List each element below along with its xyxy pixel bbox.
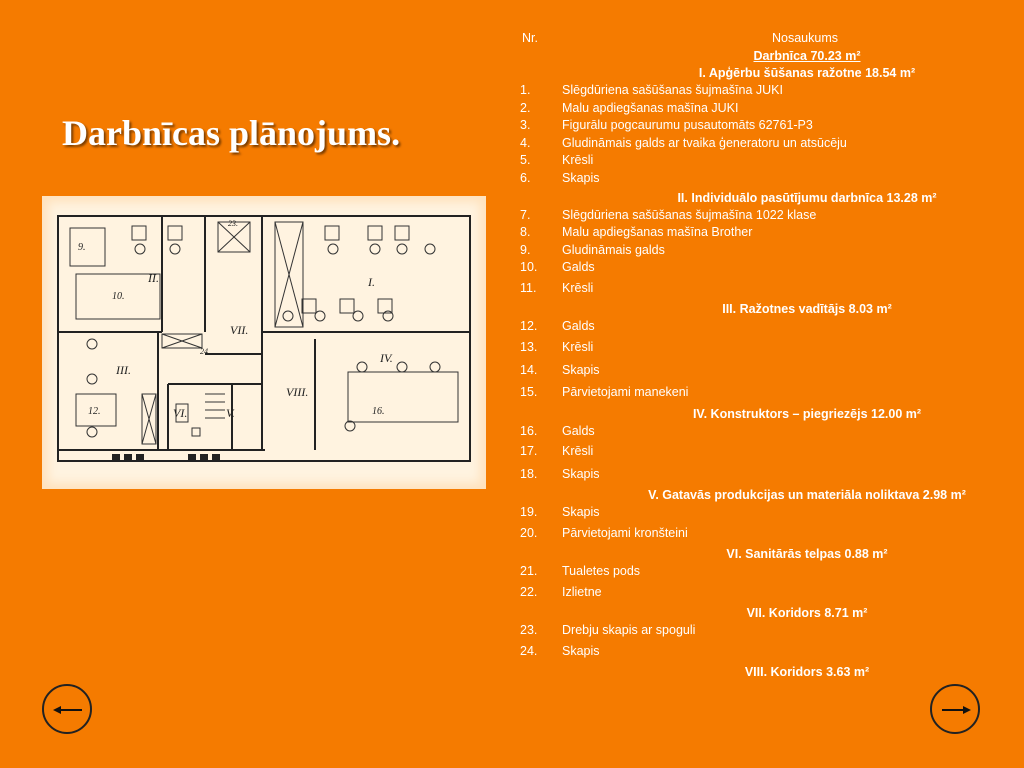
item-name: Galds — [562, 423, 595, 438]
slide-title: Darbnīcas plānojums. — [62, 113, 401, 153]
outer-wall — [58, 216, 470, 461]
plan-label-23: 23. — [228, 219, 238, 228]
sections-container — [512, 65, 1012, 681]
ironing-board-9 — [70, 228, 105, 266]
arrow-left-icon — [53, 701, 83, 719]
list-item — [512, 581, 1012, 604]
item-name: Pārvietojami manekeni — [562, 385, 689, 400]
item-name: Skapis — [562, 505, 600, 520]
list-item — [512, 318, 1012, 336]
section-heading: VII. Koridors 8.71 m² — [746, 606, 868, 621]
table-16 — [348, 372, 458, 422]
plan-label-9: 9. — [78, 242, 86, 253]
list-item — [512, 423, 1012, 441]
item-name: Krēsli — [562, 280, 594, 295]
list-item — [512, 463, 1012, 486]
item-name: Malu apdiegšanas mašīna JUKI — [562, 100, 739, 115]
plan-label-24: 24. — [200, 347, 210, 356]
list-item — [512, 277, 1012, 300]
list-item — [512, 242, 1012, 260]
column-nr: Nr. — [522, 31, 538, 45]
list-item — [512, 207, 1012, 225]
section-heading: I. Apģērbu šūšanas ražotne 18.54 m² — [698, 66, 916, 80]
list-header — [512, 30, 1012, 48]
item-name: Galds — [562, 319, 595, 334]
list-item — [512, 563, 1012, 581]
item-name: Izlietne — [562, 584, 602, 599]
floor-plan-image — [42, 196, 486, 489]
item-name: Slēgdūriena sašūšanas šujmašīna JUKI — [562, 83, 783, 97]
item-name: Krēsli — [562, 153, 594, 168]
plan-label-12: 12. — [88, 406, 101, 417]
plan-label-room-I: I. — [368, 275, 375, 289]
item-number: 8. — [520, 225, 531, 240]
item-name: Drebju skapis ar spoguli — [562, 623, 696, 638]
item-number: 12. — [520, 319, 538, 334]
item-number: 23. — [520, 623, 538, 638]
list-item — [512, 117, 1012, 135]
item-number: 1. — [520, 83, 531, 97]
item-name: Figurālu pogcaurumu pusautomāts 62761-P3 — [562, 118, 813, 133]
plan-label-10: 10. — [112, 291, 125, 302]
column-name: Nosaukums — [772, 31, 838, 45]
item-name: Malu apdiegšanas mašīna Brother — [562, 225, 753, 240]
item-name: Krēsli — [562, 444, 594, 459]
equipment-list — [512, 30, 1012, 681]
item-name: Galds — [562, 260, 595, 275]
plan-label-room-VII: VII. — [230, 323, 249, 337]
list-item — [512, 135, 1012, 153]
list-item — [512, 170, 1012, 188]
item-name: Skapis — [562, 362, 600, 377]
item-number: 5. — [520, 153, 531, 168]
item-name: Tualetes pods — [562, 564, 641, 579]
list-item — [512, 640, 1012, 663]
item-number: 6. — [520, 170, 531, 185]
plan-label-room-IV: IV. — [380, 351, 393, 365]
plan-label-16: 16. — [372, 406, 385, 417]
section-heading: II. Individuālo pasūtījumu darbnīca 13.28 m² — [677, 190, 937, 205]
list-item — [512, 504, 1012, 522]
list-item — [512, 440, 1012, 463]
plan-label-room-III: III. — [116, 363, 131, 377]
plan-label-room-VI: VI. — [173, 406, 188, 420]
item-number: 16. — [520, 423, 538, 438]
item-name: Skapis — [562, 466, 600, 481]
list-item — [512, 622, 1012, 640]
list-item — [512, 259, 1012, 277]
workshop-total-area: Darbnīca 70.23 m² — [753, 49, 861, 63]
item-name: Pārvietojami kronšteini — [562, 525, 688, 540]
list-item — [512, 82, 1012, 100]
item-number: 10. — [520, 260, 538, 275]
section-heading: V. Gatavās produkcijas un materiāla noliktava 2.98 m² — [648, 488, 966, 503]
list-item — [512, 381, 1012, 404]
section-heading: VI. Sanitārās telpas 0.88 m² — [726, 547, 888, 562]
plan-label-room-VIII: VIII. — [286, 385, 309, 399]
item-number: 20. — [520, 525, 538, 540]
list-item — [512, 336, 1012, 359]
list-item — [512, 224, 1012, 242]
section-heading: IV. Konstruktors – piegriezējs 12.00 m² — [692, 406, 922, 421]
item-name: Skapis — [562, 170, 600, 185]
list-item — [512, 100, 1012, 118]
item-number: 11. — [520, 280, 537, 295]
item-number: 19. — [520, 505, 538, 520]
item-number: 2. — [520, 100, 531, 115]
item-number: 18. — [520, 466, 538, 481]
item-number: 17. — [520, 444, 538, 459]
section-heading: III. Ražotnes vadītājs 8.03 m² — [722, 302, 892, 317]
item-number: 21. — [520, 564, 538, 579]
plan-label-room-II: II. — [148, 271, 159, 285]
item-number: 14. — [520, 362, 538, 377]
item-number: 15. — [520, 385, 538, 400]
item-name: Krēsli — [562, 340, 594, 355]
floor-plan-drawing — [50, 204, 478, 481]
list-item — [512, 522, 1012, 545]
item-name: Slēgdūriena sašūšanas šujmašīna 1022 klase — [562, 207, 817, 222]
item-number: 3. — [520, 118, 531, 133]
item-name: Gludināmais galds ar tvaika ģeneratoru un atsūcēju — [562, 135, 847, 150]
item-number: 13. — [520, 340, 538, 355]
prev-slide-button[interactable] — [42, 684, 92, 734]
item-name: Gludināmais galds — [562, 242, 665, 257]
list-item — [512, 152, 1012, 170]
item-number: 22. — [520, 584, 538, 599]
section-heading: VIII. Koridors 3.63 m² — [744, 665, 870, 680]
item-number: 4. — [520, 135, 531, 150]
next-slide-button[interactable] — [930, 684, 980, 734]
item-number: 9. — [520, 242, 531, 257]
list-item — [512, 359, 1012, 382]
item-name: Skapis — [562, 643, 600, 658]
item-number: 7. — [520, 207, 531, 222]
item-number: 24. — [520, 643, 538, 658]
plan-label-room-V: V. — [226, 406, 235, 420]
arrow-right-icon — [941, 701, 971, 719]
